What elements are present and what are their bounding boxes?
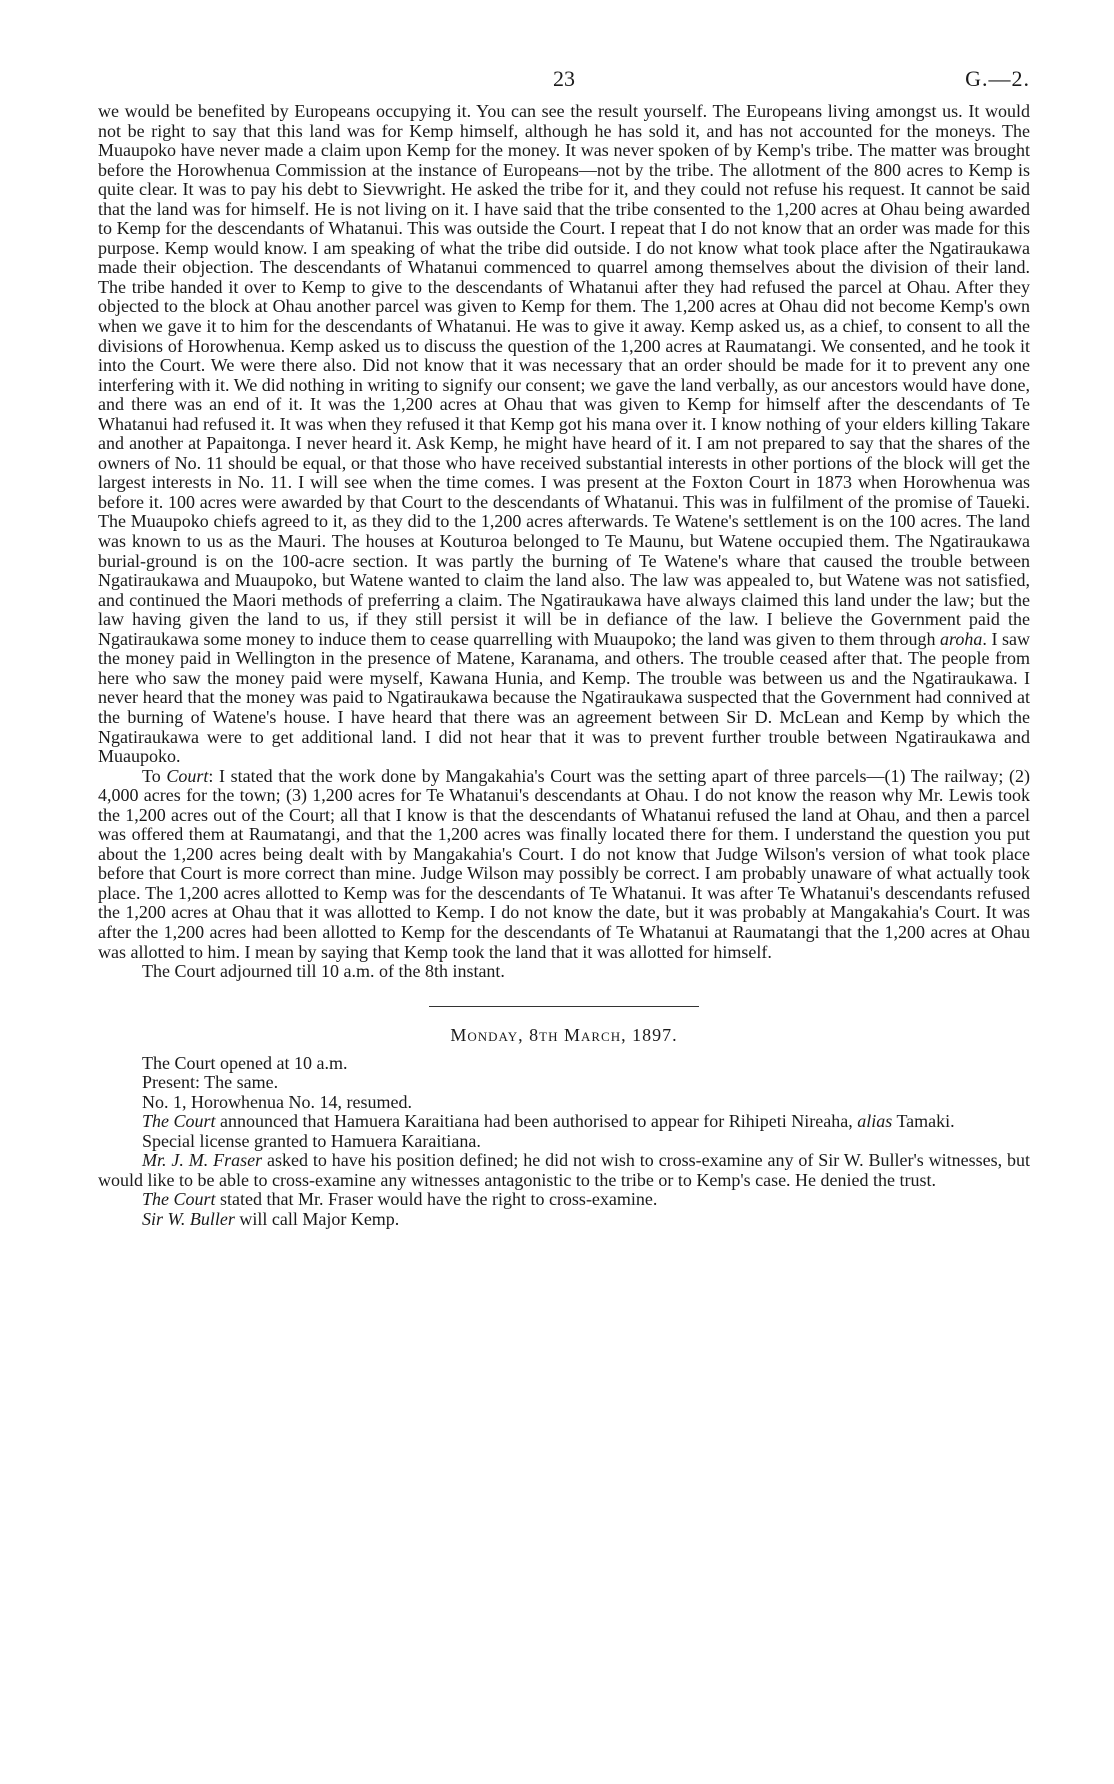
paper-reference: G.—2. [965, 66, 1030, 91]
buller-paragraph [98, 1210, 1030, 1230]
case-resumed-line: No. 1, Horowhenua No. 14, resumed. [142, 1091, 412, 1112]
announcement-paragraph [98, 1112, 1030, 1132]
evidence-text: we would be benefited by Europeans occupying it. You can see the result yourself. The Europeans living amongst us. It would not be right to say that this land was for Kemp himself, although he has sold it, and has not accounted for the moneys. The Muaupoko have never made a claim upon Kemp for the money. It was never spoken of by Kemp's tribe. The matter was brought before the Horowhenua Commission at the instance of Europeans—not by the tribe. The allotment of the 800 acres to Kemp is quite clear. It was to pay his debt to Sievwright. He asked the tribe for it, and they could not refuse his request. It cannot be said that the land was for himself. He is not living on it. I have said that the tribe consented to the 1,200 acres at Ohau being awarded to Kemp for the descendants of Whatanui. This was outside the Court. I repeat that I do not know that an order was made for this purpose. Kemp would know. I am speaking of what the tribe did outside. I do not know what took place after the Ngatiraukawa made their objection. The descendants of Whatanui commenced to quarrel among themselves about the division of their land. The tribe handed it over to Kemp to give to the descendants of Whatanui after they had refused the parcel at Ohau. After they objected to the block at Ohau another parcel was given to Kemp for them. The 1,200 acres at Ohau did not become Kemp's own when we gave it to him for the descendants of Whatanui. He was to give it away. Kemp asked us, as a chief, to consent to all the divisions of Horowhenua. Kemp asked us to discuss the question of the 1,200 acres at Raumatangi. We consented, and he took it into the Court. We were there also. Did not know that it was necessary that an order should be made for it to prevent any one interfering with it. We did nothing in writing to signify our consent; we gave the land verbally, as our ancestors would have done, and there was an end of it. It was the 1,200 acres at Ohau that was given to Kemp for himself after the descendants of Te Whatanui had refused it. It was when they refused it that Kemp got his mana over it. I know nothing of your elders killing Takare and another at Papaitonga. I never heard it. Ask Kemp, he might have heard of it. I am not prepared to say that the shares of the owners of No. 11 should be equal, or that those who have received substantial interests in other portions of the block will get the largest interests in No. 11. I will see when the time comes. I was present at the Foxton Court in 1873 when Horowhenua was before it. 100 acres were awarded by that Court to the descendants of Whatanui. This was in fulfilment of the promise of Taueki. The Muaupoko chiefs agreed to it, as they did to the 1,200 acres afterwards. Te Watene's settlement is on the 100 acres. The land was known to us as the Mauri. The houses at Kouturoa belonged to Te Maunu, but Watene occupied them. The Ngatiraukawa burial-ground is on the 100-acre section. It was partly the burning of Te Watene's whare that caused the trouble between Ngatiraukawa and Muaupoko, but Watene wanted to claim the land also. The law was appealed to, but Watene was not satisfied, and continued the Maori methods of preferring a claim. The Ngatiraukawa have always claimed this land under the law; but the law having given the land to us, if they still persist it will be in defiance of the law. I believe the Government paid the Ngatiraukawa some money to induce them to cease quarrelling with Muaupoko; the land was given to them through [98, 101, 1030, 649]
italic-term: aroha [940, 628, 983, 649]
alias-term: alias [857, 1111, 893, 1132]
buller-text: will call Major Kemp. [234, 1208, 400, 1229]
announcement-text: announced that Hamuera Karaitiana had been authorised to appear for Rihipeti Nireaha, [215, 1111, 853, 1132]
present-line: Present: The same. [142, 1072, 279, 1093]
court-stated-paragraph [98, 1190, 1030, 1210]
page-header [98, 66, 1030, 102]
document-page [98, 66, 1030, 1230]
court-opened-line: The Court opened at 10 a.m. [142, 1052, 348, 1073]
fraser-text: asked to have his position defined; he did not wish to cross-examine any of Sir W. Buller's witnesses, but would like to be able to cross-examine any witnesses antagonistic to the tribe or to Kemp's case. He denied the trust. [98, 1150, 1031, 1190]
announcement-tail: Tamaki. [892, 1111, 955, 1132]
license-line: Special license granted to Hamuera Karaitiana. [142, 1130, 481, 1151]
section-divider [429, 1006, 699, 1007]
evidence-text-tail: . I saw the money paid in Wellington in the presence of Matene, Karanama, and others. The trouble ceased after that. The people from here who saw the money paid were myself, Kawana Hunia, and Kemp. The trouble was between us and the Ngatiraukawa. I never heard that the money was paid to Ngatiraukawa because the Ngatiraukawa suspected that the Government had connived at the burning of Watene's house. I have heard that there was an agreement between Sir D. McLean and Kemp by which the Ngatiraukawa were to get additional land. I did not hear that it was to prevent further trouble between Ngatiraukawa and Muaupoko. [98, 628, 1030, 767]
court-prefix: To [142, 765, 161, 786]
page-number: 23 [553, 66, 575, 91]
buller-label: Sir W. Buller [142, 1208, 235, 1229]
section-date-heading: Monday, 8th March, 1897. [450, 1024, 678, 1045]
evidence-paragraph [98, 102, 1030, 767]
court-stated-label: The Court [142, 1189, 216, 1210]
court-text: : I stated that the work done by Mangakahia's Court was the setting apart of three parcels—(1) The railway; (2) 4,000 acres for the town; (3) 1,200 acres for Te Whatanui's descendants at Ohau. I do not know the reason why Mr. Lewis took the 1,200 acres out of the Court; all that I know is that the descendants of Whatanui refused the land at Ohau, and then a parcel was offered them at Raumatangi, and that the 1,200 acres was finally located there for them. I understand the question you put about the 1,200 acres being dealt with by Mangakahia's Court. I do not know that Judge Wilson's version of what took place before that Court is more correct than mine. Judge Wilson may possibly be correct. I am probably unaware of what actually took place. The 1,200 acres allotted to Kemp was for the descendants of Te Whatanui. It was after Te Whatanui's descendants refused the 1,200 acres at Ohau that it was allotted to Kemp. I do not know the date, but it was probably at Mangakahia's Court. It was after the 1,200 acres had been allotted to Kemp for the descendants of Te Whatanui at Raumatangi that the 1,200 acres at Ohau was allotted to him. I mean by saying that Kemp took the land that it was allotted for himself. [98, 765, 1031, 962]
announcement-label: The Court [142, 1111, 216, 1132]
fraser-paragraph [98, 1151, 1030, 1190]
adjournment-line: The Court adjourned till 10 a.m. of the 8th instant. [142, 961, 505, 982]
court-label: Court [166, 765, 209, 786]
court-stated-text: stated that Mr. Fraser would have the right to cross-examine. [215, 1189, 658, 1210]
fraser-label: Mr. J. M. Fraser [142, 1150, 263, 1171]
court-paragraph [98, 767, 1030, 962]
